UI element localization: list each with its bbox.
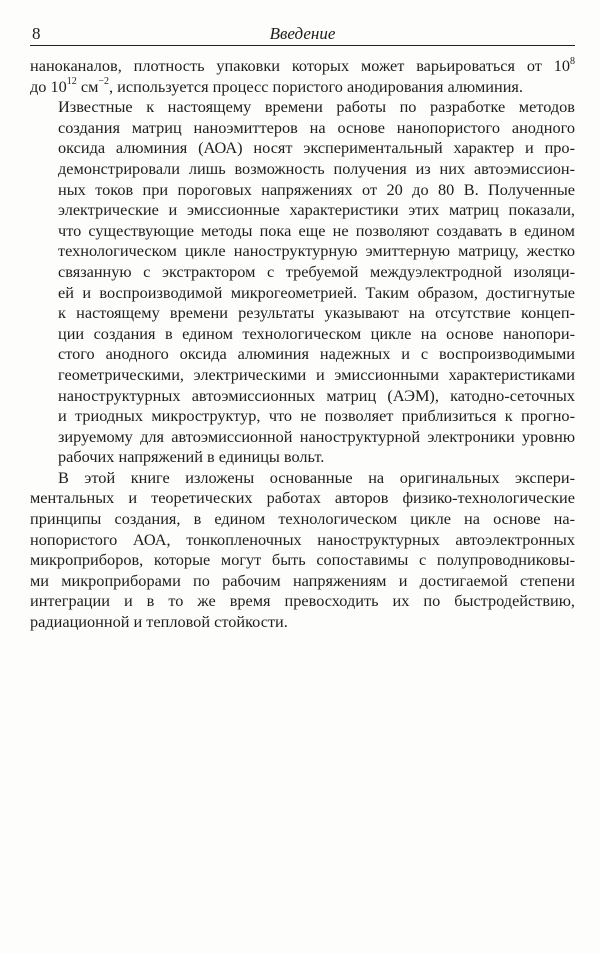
text-line: наноструктурных автоэмиссионных матриц (АЭМ), катодно-сеточных [58,385,575,405]
text-line: технологическом цикле наноструктурную эмиттерную матрицу, жестко [58,241,575,261]
text-line: демонстрировали лишь возможность получения из них автоэмиссион- [58,158,575,178]
text-line: геометрическими, электрическими и эмиссионными характеристиками [58,364,575,384]
text-line: рабочих напряжений в единицы вольт. [58,447,325,467]
text-line: оксида алюминия (АОА) носят экспериментальный характер и про- [58,138,575,158]
running-title: Введение [269,24,336,43]
text-line: принципы создания, в едином технологическом цикле на основе на- [30,509,575,529]
text-line: и триодных микроструктур, что не позволяет приблизиться к прогно- [58,406,575,426]
text-line: стого анодного оксида алюминия надежных и с воспроизводимыми [58,344,575,364]
paragraph-3 [30,468,575,633]
text-line: В этой книге изложены основанные на оригинальных экспери- [58,467,575,487]
body-text [30,56,575,633]
paragraph-2 [30,97,575,468]
text-line: к настоящему времени результаты указывают на отсутствие концеп- [58,303,575,323]
text-line: зируемому для автоэмиссионной наноструктурной электроники уровню [58,426,575,446]
text-line: ей и воспроизводимой микрогеометрией. Таким образом, достигнутые [58,282,575,302]
text-line: интеграции и в то же время превосходить их по быстродействию, [30,591,575,611]
text-line: ментальных и теоретических работах авторов физико-технологические [30,488,575,508]
text-line: ми микроприборами по рабочим напряжениям и достигаемой степени [30,570,575,590]
text-line: Известные к настоящему времени работы по разработке методов [58,97,575,117]
text-line: наноканалов, плотность упаковки которых может варьироваться от $10^8$ [30,55,575,75]
text-line: что существующие методы пока еще не позволяют создавать в едином [58,220,575,240]
text-line: ции создания в едином технологическом цикле на основе нанопори- [58,323,575,343]
text-line: микроприборов, которые могут быть сопоставимы с полупроводниковы- [30,550,575,570]
text-line: создания матриц наноэмиттеров на основе нанопористого анодного [58,117,575,137]
text-line: до $10^{12}$ $см^{-2}$, используется процесс пористого анодирования алюминия. [30,76,523,96]
page-number: 8 [32,24,41,43]
header-rule [30,45,575,46]
text-line: нопористого АОА, тонкопленочных наноструктурных автоэлектронных [30,529,575,549]
text-line: электрические и эмиссионные характеристики этих матриц показали, [58,200,575,220]
text-line: радиационной и тепловой стойкости. [30,612,288,632]
text-line: ных токов при пороговых напряжениях от 20 до 80 В. Полученные [58,179,575,199]
paragraph-1 [30,56,575,97]
text-line: связанную с экстрактором с требуемой междуэлектродной изоляци- [58,261,575,281]
page-header [30,22,575,44]
